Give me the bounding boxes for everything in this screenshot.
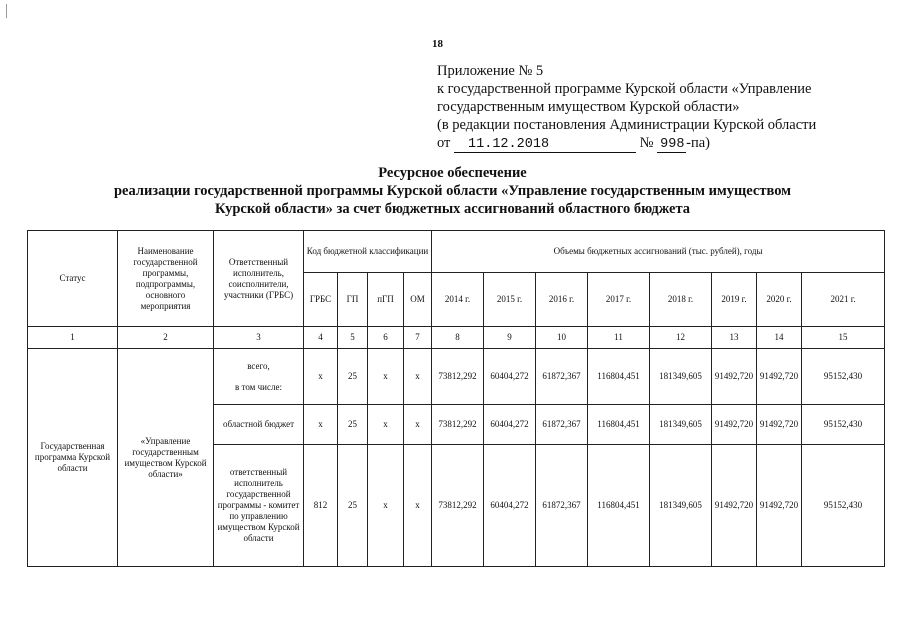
column-number: 1 bbox=[28, 327, 118, 349]
value-cell: 181349,605 bbox=[650, 445, 712, 567]
header-responsible: Ответственный исполнитель, соисполнители, участники (ГРБС) bbox=[214, 231, 304, 327]
header-year: 2016 г. bbox=[536, 273, 588, 327]
appendix-line-3: государственным имуществом Курской области» bbox=[437, 99, 740, 115]
value-cell: 95152,430 bbox=[802, 405, 885, 445]
header-pgp: пГП bbox=[368, 273, 404, 327]
header-status: Статус bbox=[28, 231, 118, 327]
title-line-3: Курской области» за счет бюджетных ассигнований областного бюджета bbox=[214, 201, 691, 217]
column-number: 15 bbox=[802, 327, 885, 349]
column-number: 14 bbox=[757, 327, 802, 349]
from-label: от bbox=[437, 135, 451, 151]
decree-date: 11.12.2018 bbox=[454, 138, 636, 153]
column-number: 3 bbox=[214, 327, 304, 349]
header-year: 2019 г. bbox=[712, 273, 757, 327]
header-year: 2021 г. bbox=[802, 273, 885, 327]
code-cell: x bbox=[304, 405, 338, 445]
code-cell: x bbox=[404, 445, 432, 567]
code-cell: x bbox=[404, 405, 432, 445]
header-year: 2018 г. bbox=[650, 273, 712, 327]
value-cell: 73812,292 bbox=[432, 445, 484, 567]
status-cell: Государственная программа Курской области bbox=[28, 349, 118, 567]
decree-number: 998 bbox=[657, 138, 686, 153]
title-line-1: Ресурсное обеспечение bbox=[378, 165, 527, 181]
column-number: 7 bbox=[404, 327, 432, 349]
value-cell: 91492,720 bbox=[712, 445, 757, 567]
responsible-cell bbox=[214, 349, 304, 405]
code-cell: x bbox=[368, 349, 404, 405]
value-cell: 181349,605 bbox=[650, 405, 712, 445]
code-cell: x bbox=[368, 405, 404, 445]
header-gp: ГП bbox=[338, 273, 368, 327]
column-number: 13 bbox=[712, 327, 757, 349]
column-number: 5 bbox=[338, 327, 368, 349]
value-cell: 73812,292 bbox=[432, 349, 484, 405]
code-cell: x bbox=[368, 445, 404, 567]
column-number: 12 bbox=[650, 327, 712, 349]
header-year: 2015 г. bbox=[484, 273, 536, 327]
appendix-block bbox=[437, 62, 897, 153]
value-cell: 61872,367 bbox=[536, 445, 588, 567]
responsible-cell: областной бюджет bbox=[214, 405, 304, 445]
number-label: № bbox=[639, 135, 654, 151]
value-cell: 181349,605 bbox=[650, 349, 712, 405]
column-number: 11 bbox=[588, 327, 650, 349]
resource-table bbox=[27, 230, 885, 567]
header-grbs: ГРБС bbox=[304, 273, 338, 327]
header-name: Наименование государственной программы, подпрограммы, основного мероприятия bbox=[118, 231, 214, 327]
value-cell: 91492,720 bbox=[757, 349, 802, 405]
value-cell: 60404,272 bbox=[484, 349, 536, 405]
code-cell: 25 bbox=[338, 349, 368, 405]
program-name-cell: «Управление государственным имуществом Курской области» bbox=[118, 349, 214, 567]
header-year: 2020 г. bbox=[757, 273, 802, 327]
value-cell: 73812,292 bbox=[432, 405, 484, 445]
code-cell: 25 bbox=[338, 405, 368, 445]
header-year: 2014 г. bbox=[432, 273, 484, 327]
responsible-cell: ответственный исполнитель государственной программы - комитет по управлению имуществом Курской области bbox=[214, 445, 304, 567]
column-number: 9 bbox=[484, 327, 536, 349]
code-cell: x bbox=[304, 349, 338, 405]
appendix-line-5 bbox=[437, 134, 897, 153]
scan-edge-mark bbox=[6, 4, 7, 18]
value-cell: 116804,451 bbox=[588, 349, 650, 405]
value-cell: 91492,720 bbox=[712, 349, 757, 405]
value-cell: 60404,272 bbox=[484, 445, 536, 567]
header-year: 2017 г. bbox=[588, 273, 650, 327]
decree-suffix: -па) bbox=[686, 135, 710, 151]
value-cell: 116804,451 bbox=[588, 445, 650, 567]
value-cell: 91492,720 bbox=[757, 445, 802, 567]
header-volumes: Объемы бюджетных ассигнований (тыс. рублей), годы bbox=[432, 231, 885, 273]
column-number: 4 bbox=[304, 327, 338, 349]
appendix-line-4: (в редакции постановления Администрации Курской области bbox=[437, 117, 817, 133]
page-number: 18 bbox=[432, 38, 443, 50]
column-number: 8 bbox=[432, 327, 484, 349]
header-code: Код бюджетной классификации bbox=[304, 231, 432, 273]
value-cell: 91492,720 bbox=[712, 405, 757, 445]
code-cell: 812 bbox=[304, 445, 338, 567]
responsible-total: всего, bbox=[247, 360, 270, 371]
value-cell: 61872,367 bbox=[536, 349, 588, 405]
title-line-2: реализации государственной программы Курской области «Управление государственным имуществом bbox=[113, 183, 792, 199]
column-number: 10 bbox=[536, 327, 588, 349]
column-number: 2 bbox=[118, 327, 214, 349]
value-cell: 60404,272 bbox=[484, 405, 536, 445]
column-number: 6 bbox=[368, 327, 404, 349]
value-cell: 116804,451 bbox=[588, 405, 650, 445]
responsible-including: в том числе: bbox=[235, 381, 282, 392]
code-cell: 25 bbox=[338, 445, 368, 567]
header-om: ОМ bbox=[404, 273, 432, 327]
value-cell: 95152,430 bbox=[802, 349, 885, 405]
appendix-line-2: к государственной программе Курской области «Управление bbox=[437, 81, 812, 97]
value-cell: 61872,367 bbox=[536, 405, 588, 445]
value-cell: 91492,720 bbox=[757, 405, 802, 445]
value-cell: 95152,430 bbox=[802, 445, 885, 567]
code-cell: x bbox=[404, 349, 432, 405]
appendix-line-1: Приложение № 5 bbox=[437, 63, 544, 79]
